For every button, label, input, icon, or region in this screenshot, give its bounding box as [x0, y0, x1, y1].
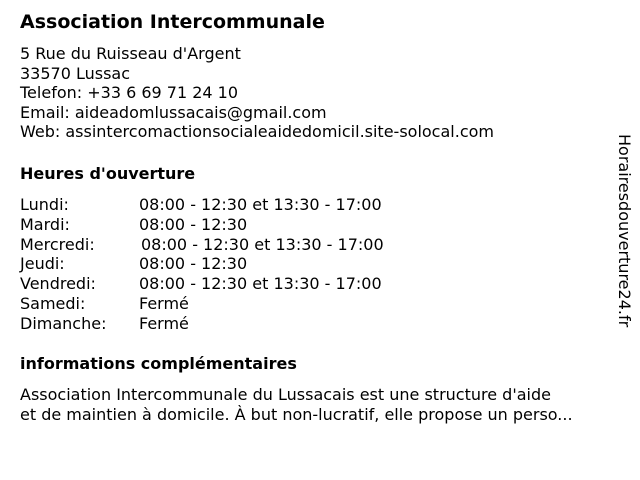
day-label: Samedi: [20, 293, 86, 313]
time-value: 08:00 - 12:30 [139, 254, 248, 274]
time-value: 08:00 - 12:30 et 13:30 - 17:00 [139, 195, 382, 214]
description-text [20, 385, 630, 424]
time-value: 08:00 - 12:30 [139, 214, 248, 234]
business-name: Association Intercommunale [20, 11, 325, 33]
day-label: Dimanche: [20, 313, 107, 333]
time-value: Fermé [139, 313, 189, 333]
contact-block [20, 44, 494, 142]
time-value: 08:00 - 12:30 et 13:30 - 17:00 [139, 274, 382, 294]
info-heading: informations complémentaires [20, 354, 297, 373]
description-line: et de maintien à domicile. À but non-lucratif, elle propose un perso... [20, 404, 573, 424]
day-label: Mardi: [20, 214, 70, 234]
day-label: Jeudi: [20, 254, 65, 274]
website-line: Web: assintercomactionsocialeaidedomicil.site-solocal.com [20, 122, 494, 141]
day-label: Mercredi: [20, 234, 95, 254]
hours-heading: Heures d'ouverture [20, 164, 196, 183]
address-city: 33570 Lussac [20, 63, 131, 83]
site-watermark: Horairesdouverture24.fr [615, 134, 634, 328]
time-value: 08:00 - 12:30 et 13:30 - 17:00 [141, 234, 384, 254]
description-line: Association Intercommunale du Lussacais est une structure d'aide [20, 385, 551, 404]
day-label: Vendredi: [20, 274, 96, 294]
day-label: Lundi: [20, 195, 69, 214]
address-street: 5 Rue du Ruisseau d'Argent [20, 44, 241, 63]
phone-line: Telefon: +33 6 69 71 24 10 [20, 83, 239, 102]
email-line: Email: aideadomlussacais@gmail.com [20, 102, 327, 122]
time-value: Fermé [139, 293, 189, 313]
